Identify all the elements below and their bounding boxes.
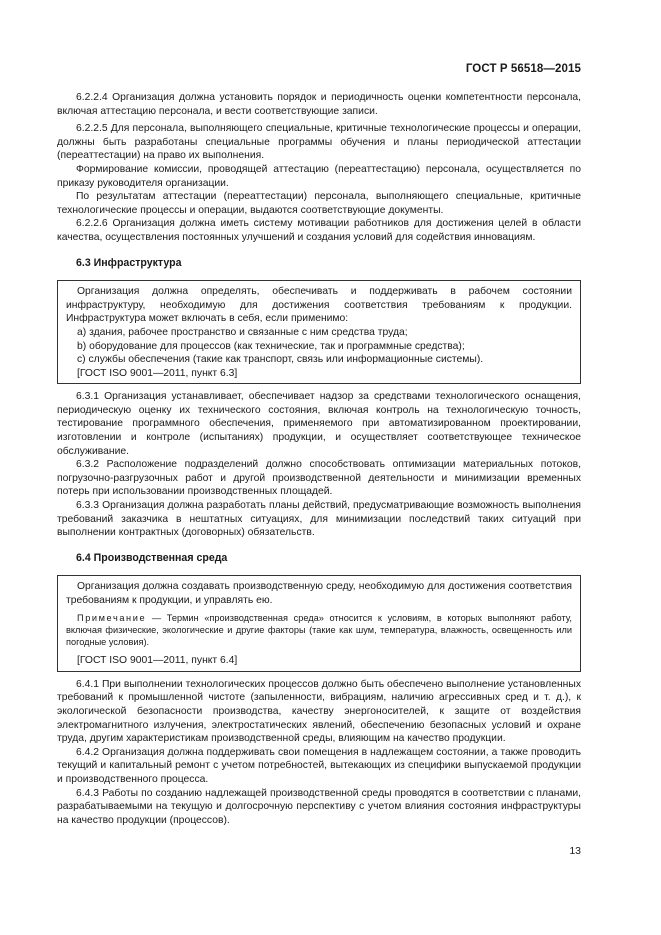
list-item: b) оборудование для процессов (как технические, так и программные средства); (77, 340, 465, 352)
paragraph-commission: Формирование комиссии, проводящей аттестацию (переаттестацию) персонала, осуществляется по приказу руководителя организации. (57, 163, 581, 189)
list-item: a) здания, рабочее пространство и связанные с ним средства труда; (77, 326, 408, 338)
paragraph-6-3-3: 6.3.3 Организация должна разработать планы действий, предусматривающие возможность выполнения требований заказчика в нештатных ситуациях, для минимизации последствий таких ситуаций при выполнении контрактных (договорных) обязательств. (57, 500, 581, 539)
note-text: — Термин «производственная среда» относится к условиям, в которых выполняют работу, включая физические, экологические и другие факторы (такие как шум, температура, влажность, освещенность или погодные условия). (66, 612, 572, 647)
standard-reference: [ГОСТ ISO 9001—2011, пункт 6.4] (77, 655, 238, 667)
paragraph-6-3-2: 6.3.2 Расположение подразделений должно способствовать оптимизации материальных потоков, погрузочно-разгрузочных работ и другой производственной деятельности и минимизации временных потерь при использовании производственных площадей. (57, 459, 581, 498)
page-number: 13 (569, 845, 581, 857)
paragraph-6-2-2-4: 6.2.2.4 Организация должна установить порядок и периодичность оценки компетентности персонала, включая аттестацию персонала, и вести соответствующие записи. (57, 92, 581, 117)
paragraph-6-4-3: 6.4.3 Работы по созданию надлежащей производственной среды проводятся в соответствии с планами, разрабатываемыми на текущую и долгосрочную перспективу с учетом влияния состояния инфраструктуры на качество продукции (процессов). (57, 787, 581, 826)
paragraph-6-4-2: 6.4.2 Организация должна поддерживать свои помещения в надлежащем состоянии, а также проводить текущий и капитальный ремонт с учетом потребностей, вытекающих из специфики выпускаемой продукции и производственного процесса. (57, 746, 581, 785)
note (66, 612, 572, 649)
paragraph-6-2-2-5: 6.2.2.5 Для персонала, выполняющего специальные, критичные технологические процессы и операции, должны быть разработаны специальные программы обучения и планы периодической аттестации (переаттестации) на право их выполнения. (57, 123, 581, 162)
note-label: Примечание (77, 612, 147, 623)
quote-box-infrastructure (57, 280, 581, 384)
standard-reference: [ГОСТ ISO 9001—2011, пункт 6.3] (77, 367, 238, 379)
section-heading-6-4: 6.4 Производственная среда (76, 551, 228, 564)
standard-designation: ГОСТ Р 56518—2015 (465, 63, 581, 75)
list-item: c) службы обеспечения (такие как транспорт, связь или информационные системы). (77, 354, 484, 366)
box-intro: Организация должна определять, обеспечивать и поддерживать в рабочем состоянии инфраструктуру, необходимую для достижения соответствия требованиям к продукции. Инфраструктура может включать в себя, если применимо: (66, 286, 572, 325)
paragraph-6-2-2-6: 6.2.2.6 Организация должна иметь систему мотивации работников для достижения целей в области качества, осуществления постоянных улучшений и создания условий для содействия инновациям. (57, 218, 581, 243)
section-heading-6-3: 6.3 Инфраструктура (76, 256, 182, 269)
quote-box-work-environment (57, 575, 581, 671)
paragraph-6-3-1: 6.3.1 Организация устанавливает, обеспечивает надзор за средствами технологического оснащения, периодическую оценку их технического состояния, включая контроль на технологическую точность, тестирование программного обеспечения, применяемого при автоматизированном проектировании, изготовлении и контроле (испытаниях) продукции, и осуществляет соответствующее техническое обслуживание. (57, 391, 581, 457)
box-intro: Организация должна создавать производственную среду, необходимую для достижения соответствия требованиям к продукции, и управлять ею. (66, 581, 572, 606)
page-content (57, 91, 581, 827)
paragraph-6-4-1: 6.4.1 При выполнении технологических процессов должно быть обеспечено выполнение установленных требований к промышленной чистоте (запыленности, вибрациям, наличию агрессивных сред и т. д.), к экологической безопасности производства, качеству энергоносителей, к защите от воздействия электромагнитного излучения, электростатических явлений, обеспечению безопасных условий и охране труда, другим характеристикам производственной среды, влияющим на качество продукции. (57, 678, 581, 745)
paragraph-attestation-results: По результатам аттестации (переаттестации) персонала, выполняющего специальные, критичные технологические процессы и операции, выдаются соответствующие документы. (57, 191, 581, 216)
